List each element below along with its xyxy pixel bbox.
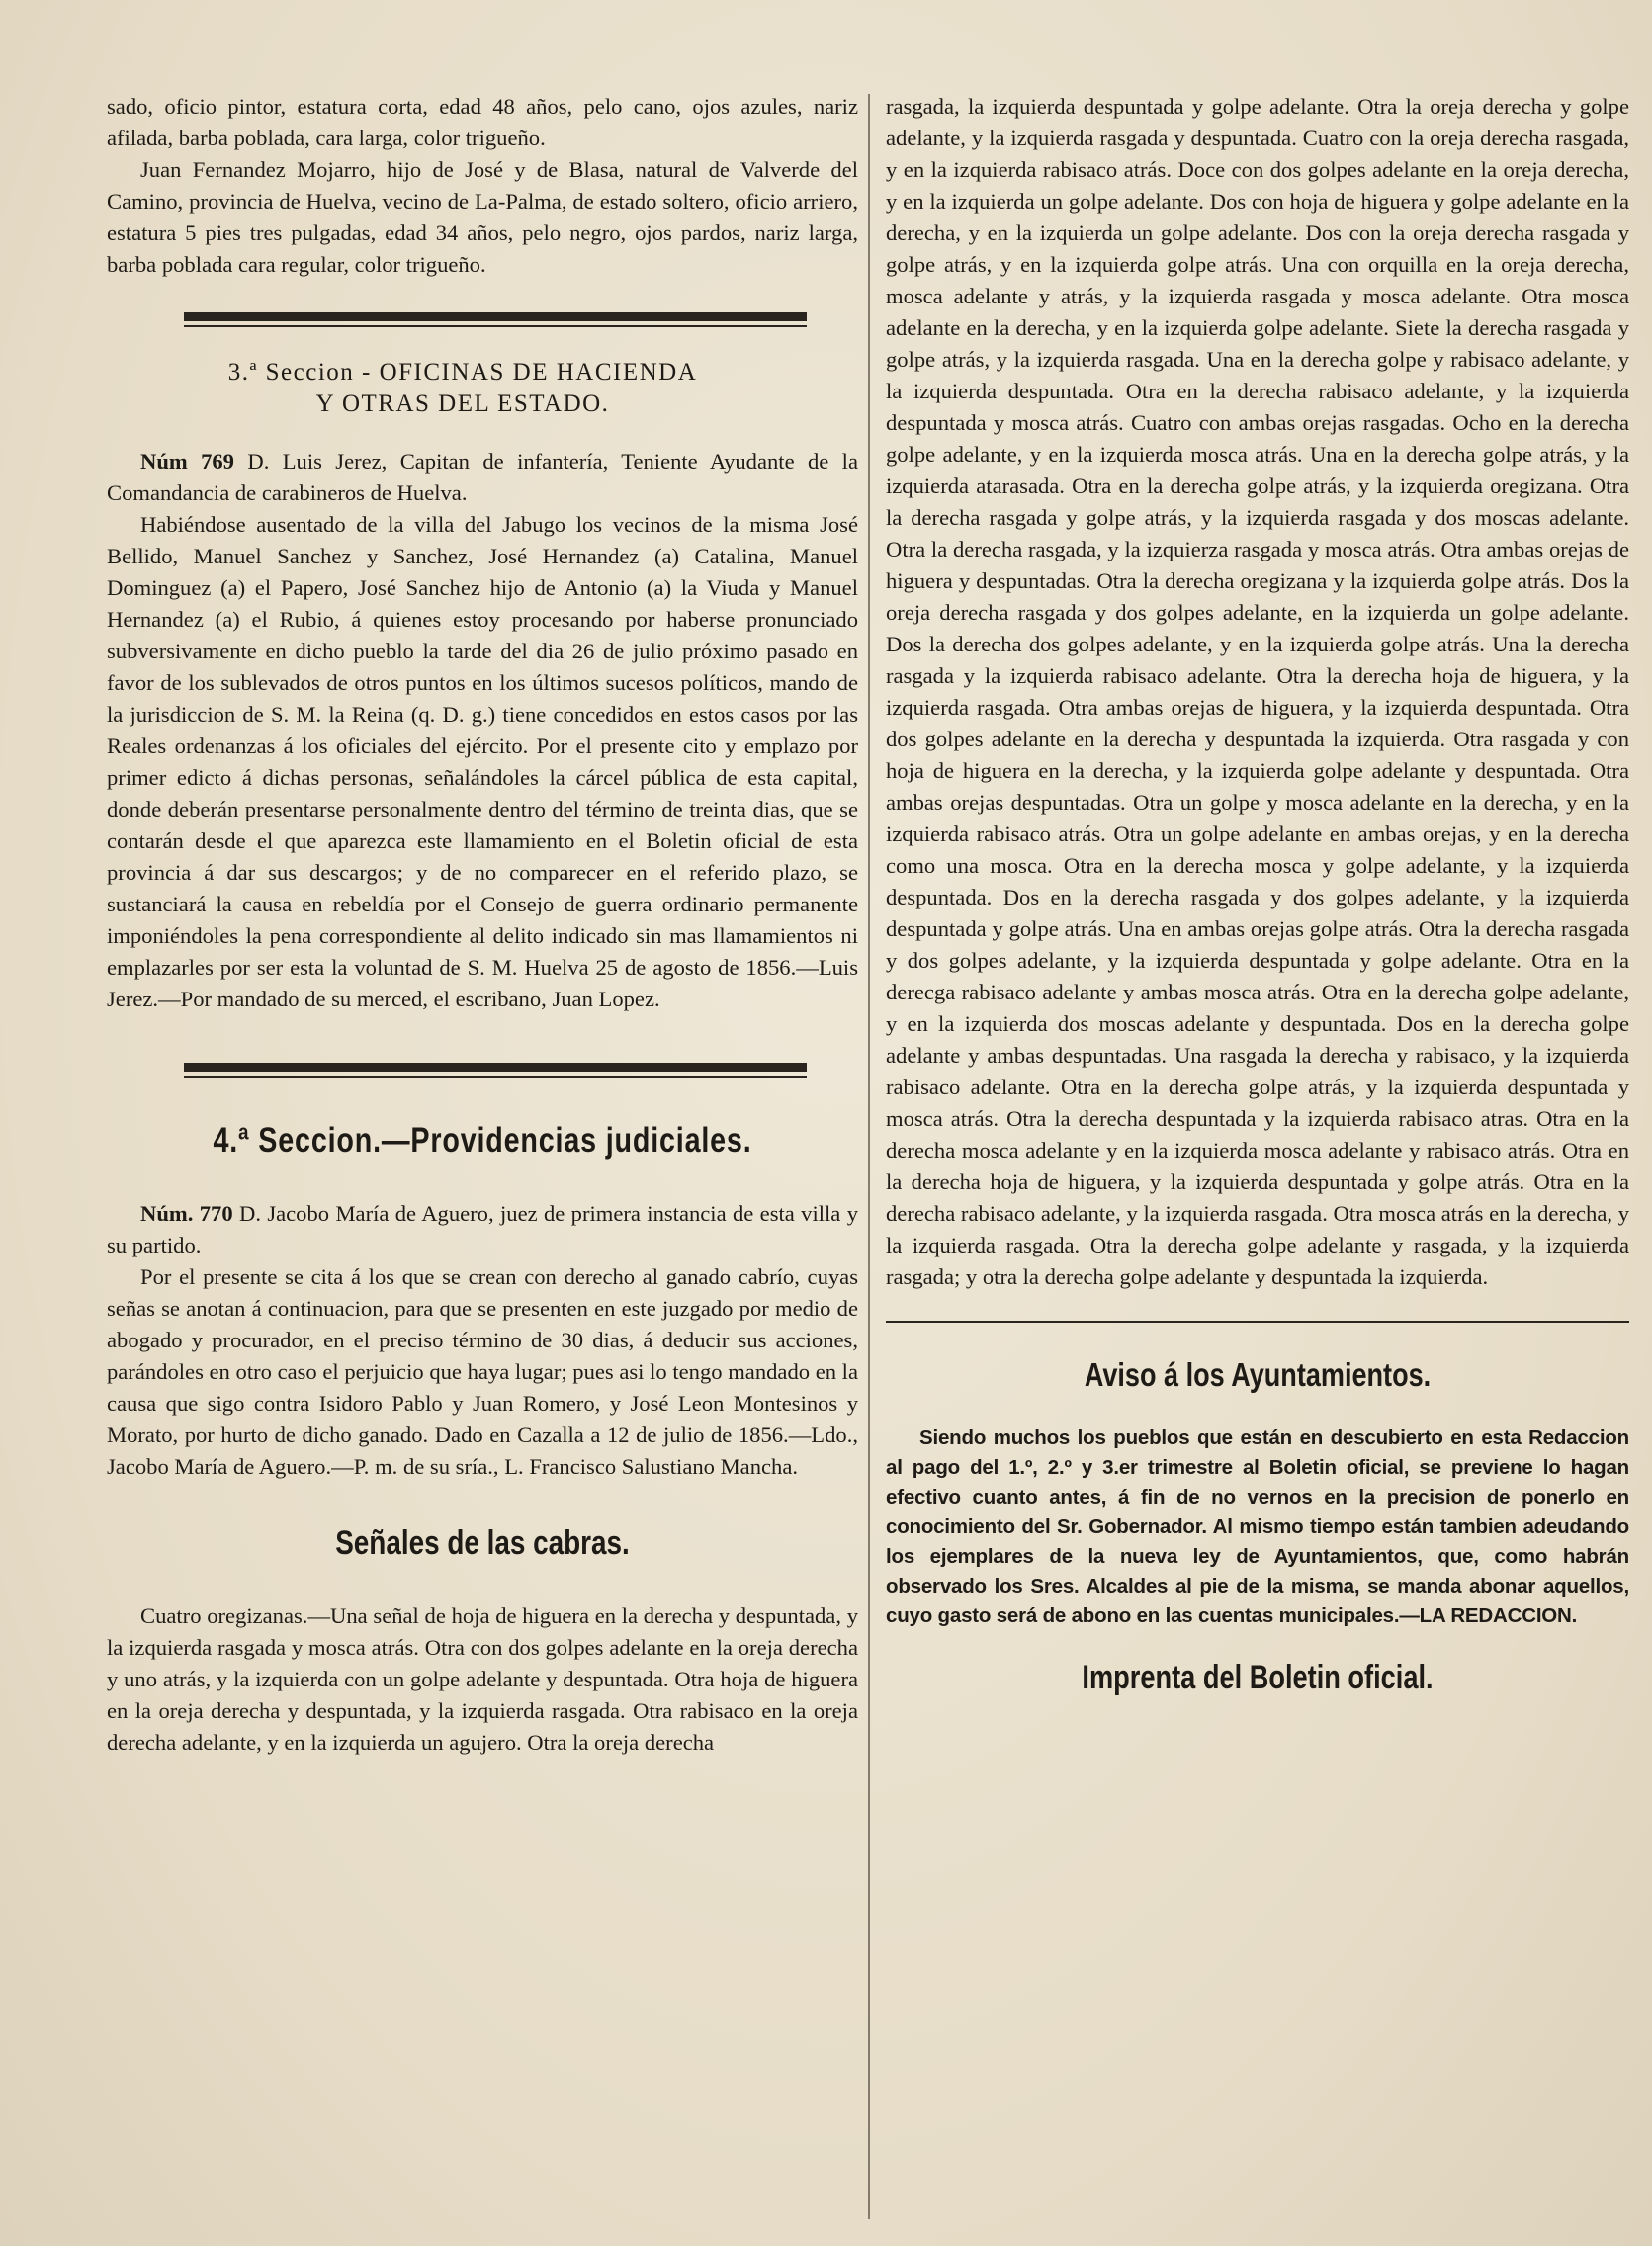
notice-770-body: Por el presente se cita á los que se crean con derecho al ganado cabrío, cuyas señas se anotan á continuacion, para que se presenten en este juzgado por medio de abogado y procurador, en el preciso término de 30 dias, á deducir sus acciones, parándoles en otro caso el perjuicio que haya lugar; pues asi lo tengo mandado en la causa que sigo contra Isidoro Pablo y Juan Romero, y José Leon Montesinos y Morato, por hurto de dicho ganado. Dado en Cazalla a 12 de julio de 1856.—Ldo., Jacobo María de Aguero.—P. m. de su sría., L. Francisco Salustiano Mancha. [107,1264,858,1479]
section-divider-thin [184,325,807,327]
goat-marks-continued: rasgada, la izquierda despuntada y golpe adelante. Otra la oreja derecha y golpe adelante, y la izquierda rasgada y despuntada. Cuatro con la oreja derecha rasgada, y en la izquierda rabisaco atrás. Doce con dos golpes adelante en la oreja derecha, y en la izquierda un golpe adelante. Dos con hoja de higuera y golpe adelante en la derecha, y en la izquierda un golpe adelante. Dos con la oreja derecha rasgada y golpe atrás, y en la izquierda golpe atrás. Una con orquilla en la oreja derecha, mosca adelante y atrás, y la izquierda rasgada y mosca adelante. Otra mosca adelante en la derecha, y en la izquierda golpe adelante. Siete la derecha rasgada y golpe atrás, y la izquierda rasgada. Una en la derecha golpe y rabisaco adelante, y la izquierda despuntada. Otra en la derecha rabisaco adelante, y la izquierda despuntada y mosca atrás. Cuatro con ambas orejas rasgadas. Ocho en la derecha golpe adelante, y en la izquierda mosca atrás. Una en la derecha golpe atrás, y la izquierda atarasada. Otra en la derecha golpe atrás, y la izquierda oregizana. Otra la derecha rasgada y golpe atrás, y la izquierda rasgada y dos moscas adelante. Otra la derecha rasgada, y la izquierza rasgada y mosca atrás. Otra ambas orejas de higuera y despuntadas. Otra la derecha oregizana y la izquierda golpe atrás. Dos la oreja derecha rasgada y dos golpes adelante, en la izquierda un golpe adelante. Dos la derecha dos golpes adelante, y en la izquierda golpe atrás. Una la derecha rasgada y la izquierda rabisaco adelante. Otra la derecha hoja de higuera, y la izquierda rasgada. Otra ambas orejas de higuera, y la izquierda despuntada. Otra dos golpes adelante en la derecha y despuntada la izquierda. Otra rasgada y con hoja de higuera en la derecha, y la izquierda golpe adelante y despuntada. Otra ambas orejas despuntadas. Otra un golpe y mosca adelante en la derecha, y en la izquierda rabisaco atrás. Otra un golpe adelante en ambas orejas, y en la derecha como una mosca. Otra en la derecha mosca y golpe adelante, y la izquierda despuntada. Dos en la derecha rasgada y dos golpes adelante, y la izquierda despuntada y golpe atrás. Una en ambas orejas golpe atrás. Otra la derecha rasgada y dos golpes adelante, y la izquierda despuntada y golpe adelante. Otra en la derecga rabisaco adelante y ambas mosca atrás. Otra en la derecha golpe adelante, y en la izquierda dos moscas adelante y despuntada. Dos en la derecha golpe adelante y ambas despuntadas. Una rasgada la derecha y rabisaco, y la izquierda rabisaco adelante. Otra en la derecha golpe atrás, y la izquierda despuntada y mosca atrás. Otra la derecha despuntada y la izquierda rabisaco atras. Otra en la derecha mosca adelante y en la izquierda mosca adelante y rabisaco atrás. Otra en la derecha hoja de higuera, y la izquierda despuntada y golpe atrás. Otra en la derecha rabisaco adelante, y la izquierda rasgada. Otra mosca atrás en la derecha, y la izquierda rasgada. Otra la derecha golpe adelante y rasgada, y la izquierda rasgada; y otra la derecha golpe adelante y despuntada la izquierda. [886,94,1629,1289]
notice-769-header [107,446,858,509]
section-3-heading-line2: Y OTRAS DEL ESTADO. [315,390,610,417]
column-separator [868,94,870,2219]
section-divider-thick [184,312,807,321]
section-divider-thick-2 [184,1063,807,1072]
printer-imprint: Imprenta del Boletin oficial. [1082,1659,1434,1696]
aviso-text: Siendo muchos los pueblos que están en descubierto en esta Redaccion al pago del 1.º, 2.º y 3.er trimestre al Boletin oficial, se previene lo hagan efectivo cuanto antes, á fin de no vernos en la precision de ponerlo en conocimiento del Sr. Gobernador. Al mismo tiempo están tambien adeudando los ejemplares de la nueva ley de Ayuntamientos, que, como habrán observado los Sres. Alcaldes al pie de la misma, se manda abonar aquellos, cuyo gasto será de abono en las cuentas municipales.—LA REDACCION. [886,1426,1629,1627]
notice-770-header [107,1198,858,1261]
paragraph-juan-fernandez: Juan Fernandez Mojarro, hijo de José y de Blasa, natural de Valverde del Camino, provincia de Huelva, vecino de La-Palma, de estado soltero, oficio arriero, estatura 5 pies tres pulgadas, edad 34 años, pelo negro, ojos pardos, nariz larga, barba poblada cara regular, color trigueño. [107,157,858,277]
aviso-divider [886,1321,1629,1323]
aviso-heading: Aviso á los Ayuntamientos. [1084,1356,1432,1393]
notice-769-body: Habiéndose ausentado de la villa del Jabugo los vecinos de la misma José Bellido, Manuel Sanchez y Sanchez, José Hernandez (a) Catalina, Manuel Dominguez (a) el Papero, José Sanchez hijo de Antonio (a) la Viuda y Manuel Hernandez (a) el Rubio, á quienes estoy procesando por haberse pronunciado subversivamente en dicho pueblo la tarde del dia 26 de julio próximo pasado en favor de los sublevados de otros puntos en los últimos sucesos políticos, mando de la jurisdiccion de S. M. la Reina (q. D. g.) tiene concedidos en estos casos por las Reales ordenanzas á los oficiales del ejército. Por el presente cito y emplazo por primer edicto á dichas personas, señalándoles la cárcel pública de esta capital, donde deberán presentarse personalmente dentro del término de treinta dias, que se contarán desde el que aparezca este llamamiento en el Boletin oficial de esta provincia á dar sus descargos; y de no comparecer en el referido plazo, se sustanciará la causa en rebeldía por el Consejo de guerra ordinario permanente imponiéndoles la pena correspondiente al delito indicado sin mas llamamientos ni emplazarles por ser esta la voluntad de S. M. Huelva 25 de agosto de 1856.—Luis Jerez.—Por mandado de su merced, el escribano, Juan Lopez. [107,512,858,1011]
goat-marks-text: Cuatro oregizanas.—Una señal de hoja de higuera en la derecha y despuntada, y la izquierda rasgada y mosca atrás. Otra con dos golpes adelante en la oreja derecha y uno atrás, y la izquierda con un golpe adelante y despuntada. Otra hoja de higuera en la oreja derecha y despuntada, y la izquierda rasgada. Otra rabisaco en la oreja derecha adelante, y en la izquierda un agujero. Otra la oreja derecha [107,1603,858,1755]
section-3-heading-line1: 3.ª Seccion - OFICINAS DE HACIENDA [227,359,698,386]
left-column [107,91,858,1759]
paragraph-description-end: sado, oficio pintor, estatura corta, edad 48 años, pelo cano, ojos azules, nariz afilada, barba poblada, cara larga, color trigueño. [107,94,858,150]
section-3-heading [107,357,819,420]
section-4-heading: 4.ª Seccion.—Providencias judiciales. [213,1121,752,1160]
notice-number-769: Núm 769 [140,449,234,474]
goat-marks-heading: Señales de las cabras. [335,1524,630,1562]
right-column [886,91,1629,1697]
section-divider-thin-2 [184,1076,807,1078]
notice-number-770: Núm. 770 [140,1201,233,1226]
notice-769-issuer: D. Luis Jerez, Capitan de infantería, Teniente Ayudante de la Comandancia de carabineros de Huelva. [107,449,858,505]
notice-770-issuer: D. Jacobo María de Aguero, juez de primera instancia de esta villa y su partido. [107,1201,858,1257]
